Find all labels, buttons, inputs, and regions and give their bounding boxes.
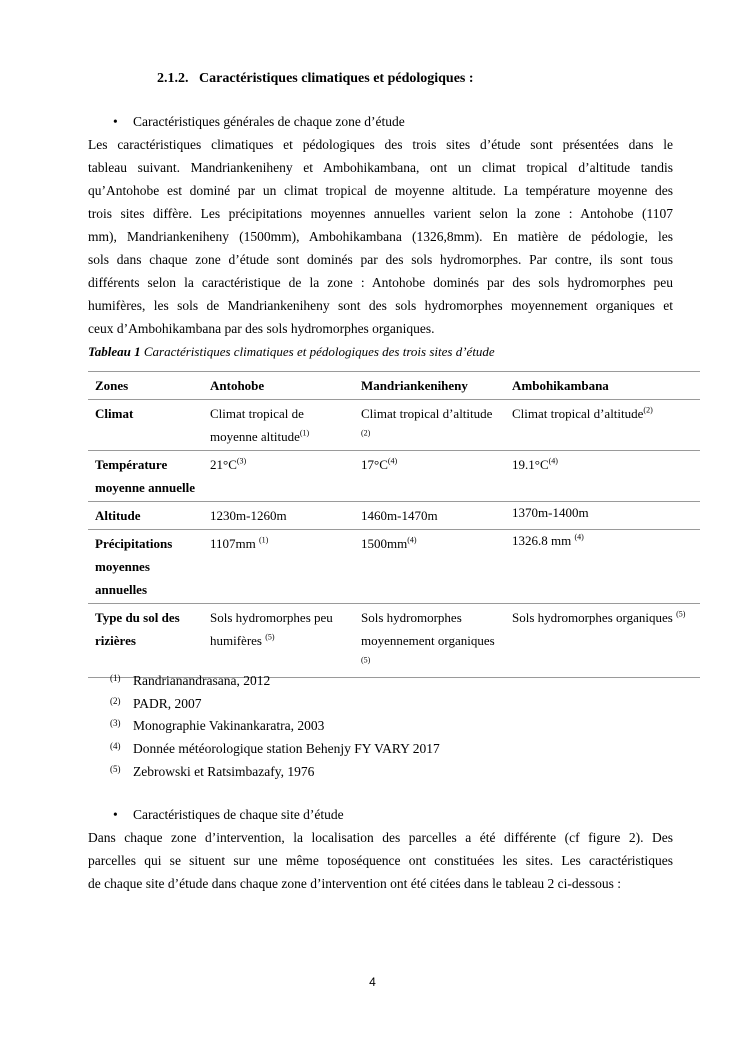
row-label-sol: Type du sol des rizières bbox=[88, 604, 203, 678]
para1-line: différents selon la caractéristique de la zone : Antohobe dominés par des sols hydromorphes peu bbox=[88, 275, 673, 290]
header-antohobe: Antohobe bbox=[203, 372, 354, 400]
table-row-precipitations bbox=[88, 530, 700, 604]
cell-precipitations-antohobe bbox=[203, 530, 354, 604]
para1-line: qu’Antohobe est dominé par un climat tropical de moyenne altitude. La température moyenne des bbox=[88, 183, 673, 198]
ref-mark: (3) bbox=[236, 456, 247, 466]
reference-number: (5) bbox=[110, 763, 121, 774]
table-row-temperature bbox=[88, 451, 700, 502]
cell-climat-ambohikambana bbox=[505, 400, 700, 451]
table-row-altitude bbox=[88, 502, 700, 530]
cell-sol-mandriankeniheny bbox=[354, 604, 505, 678]
reference-text: Zebrowski et Ratsimbazafy, 1976 bbox=[133, 763, 315, 779]
bullet-general-text: Caractéristiques générales de chaque zone d’étude bbox=[133, 114, 405, 129]
paragraph-2 bbox=[88, 826, 673, 895]
cell-text: Climat tropical de moyenne altitude bbox=[210, 406, 304, 444]
cell-text: 1107mm bbox=[210, 536, 256, 551]
page-number: 4 bbox=[369, 975, 376, 989]
table-caption bbox=[88, 344, 495, 360]
cell-precipitations-ambohikambana bbox=[505, 530, 700, 604]
table-row-sol bbox=[88, 604, 700, 678]
cell-sol-antohobe bbox=[203, 604, 354, 678]
reference-number: (2) bbox=[110, 695, 121, 706]
reference-item bbox=[110, 715, 440, 738]
ref-mark: (5) bbox=[676, 609, 686, 619]
ref-mark: (4) bbox=[407, 535, 417, 545]
ref-mark: (4) bbox=[387, 456, 398, 466]
paragraph-1 bbox=[88, 133, 673, 340]
reference-item bbox=[110, 761, 440, 784]
cell-temperature-antohobe bbox=[203, 451, 354, 502]
cell-temperature-ambohikambana bbox=[505, 451, 700, 502]
cell-altitude-antohobe: 1230m-1260m bbox=[203, 502, 354, 530]
bullet-dot-icon: • bbox=[113, 114, 118, 129]
reference-text: Monographie Vakinankaratra, 2003 bbox=[133, 718, 325, 734]
ref-mark: (1) bbox=[259, 535, 269, 545]
reference-number: (3) bbox=[110, 718, 121, 729]
bullet-general bbox=[113, 114, 405, 130]
para2-line: parcelles qui se situent sur une même toposéquence ont constituées les sites. Les caractéristiques bbox=[88, 853, 673, 868]
ref-mark: (4) bbox=[574, 532, 584, 542]
cell-text: Climat tropical d’altitude bbox=[512, 406, 644, 421]
cell-climat-antohobe bbox=[203, 400, 354, 451]
para1-line: Les caractéristiques climatiques et pédologiques des trois sites d’étude sont présentées dans le bbox=[88, 137, 673, 152]
ref-mark: (5) bbox=[265, 632, 275, 642]
para1-line: tableau suivant. Mandriankeniheny et Ambohikambana, ont un climat tropical d’altitude tandis bbox=[88, 160, 673, 175]
caption-label: Tableau 1 bbox=[88, 344, 141, 359]
cell-text: Sols hydromorphes moyennement organiques bbox=[361, 610, 495, 648]
header-mandriankeniheny: Mandriankeniheny bbox=[354, 372, 505, 400]
reference-text: Donnée météorologique station Behenjy FY VARY 2017 bbox=[133, 741, 440, 757]
section-number: 2.1.2. bbox=[157, 71, 189, 86]
ref-mark: (4) bbox=[548, 456, 558, 466]
ref-mark: (1) bbox=[299, 428, 310, 438]
para1-line: humifères, les sols de Mandriankeniheny sont des sols hydromorphes moyennement organiques et bbox=[88, 298, 673, 313]
cell-altitude-mandriankeniheny: 1460m-1470m bbox=[354, 502, 505, 530]
reference-number: (1) bbox=[110, 673, 121, 683]
ref-mark: (2) bbox=[643, 405, 653, 415]
header-ambohikambana: Ambohikambana bbox=[505, 372, 700, 400]
row-label-precipitations: Précipitations moyennes annuelles bbox=[88, 530, 203, 604]
table-row-climat bbox=[88, 400, 700, 451]
cell-altitude-ambohikambana: 1370m-1400m bbox=[505, 502, 700, 530]
references-list bbox=[110, 670, 440, 784]
cell-text: 1500mm bbox=[361, 536, 408, 551]
cell-text: 19.1°C bbox=[512, 457, 549, 472]
cell-temperature-mandriankeniheny bbox=[354, 451, 505, 502]
para1-line: mm), Mandriankeniheny (1500mm), Ambohikambana (1326,8mm). En matière de pédologie, les bbox=[88, 229, 673, 244]
cell-precipitations-mandriankeniheny bbox=[354, 530, 505, 604]
section-title: Caractéristiques climatiques et pédologiques : bbox=[199, 71, 474, 86]
section-heading bbox=[157, 71, 474, 87]
characteristics-table bbox=[88, 371, 700, 678]
cell-text: 17°C bbox=[361, 457, 388, 472]
reference-text: Randrianandrasana, 2012 bbox=[133, 673, 271, 688]
para1-line: sols dans chaque zone d’étude sont dominés par des sols hydromorphes. Par contre, ils sont tous bbox=[88, 252, 673, 267]
bullet-sites bbox=[113, 807, 344, 823]
cell-text: Sols hydromorphes organiques bbox=[512, 610, 673, 625]
cell-sol-ambohikambana bbox=[505, 604, 700, 678]
bullet-dot-icon: • bbox=[113, 807, 118, 822]
row-label-temperature: Température moyenne annuelle bbox=[88, 451, 203, 502]
reference-item bbox=[110, 693, 440, 716]
cell-text: 21°C bbox=[210, 457, 237, 472]
header-zones: Zones bbox=[88, 372, 203, 400]
reference-number: (4) bbox=[110, 741, 121, 752]
cell-text: Sols hydromorphes peu humifères bbox=[210, 610, 333, 648]
para1-line: trois sites diffère. Les précipitations moyennes annuelles varient selon la zone : Antohobe (1107 bbox=[88, 206, 673, 221]
cell-climat-mandriankeniheny bbox=[354, 400, 505, 451]
ref-mark: (2) bbox=[361, 428, 371, 438]
para1-line: ceux d’Ambohikambana par des sols hydromorphes organiques. bbox=[88, 321, 435, 336]
ref-mark: (5) bbox=[361, 655, 371, 665]
row-label-altitude: Altitude bbox=[88, 502, 203, 530]
para2-line: de chaque site d’étude dans chaque zone d’intervention ont été citées dans le tableau 2 ci-dessous : bbox=[88, 876, 622, 891]
table-header-row bbox=[88, 372, 700, 400]
bullet-sites-text: Caractéristiques de chaque site d’étude bbox=[133, 807, 344, 822]
row-label-climat: Climat bbox=[88, 400, 203, 451]
reference-text: PADR, 2007 bbox=[133, 695, 202, 711]
cell-text: 1326.8 mm bbox=[512, 533, 572, 548]
para2-line: Dans chaque zone d’intervention, la localisation des parcelles a été différente (cf figure 2). Des bbox=[88, 830, 673, 845]
cell-text: Climat tropical d’altitude bbox=[361, 406, 493, 421]
reference-item bbox=[110, 670, 440, 693]
reference-item bbox=[110, 738, 440, 761]
caption-text: Caractéristiques climatiques et pédologiques des trois sites d’étude bbox=[140, 344, 495, 359]
